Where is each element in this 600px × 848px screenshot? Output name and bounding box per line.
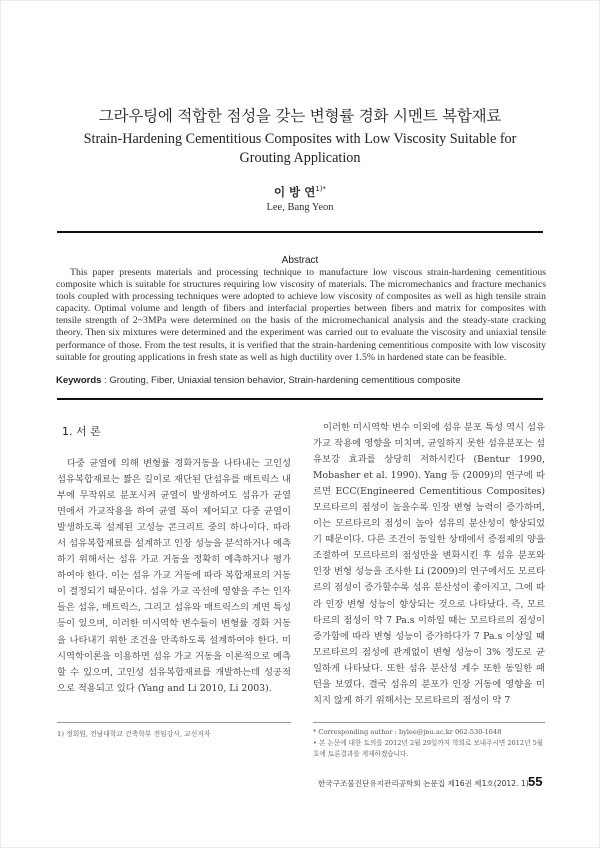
page-number: 55 (528, 774, 543, 789)
body-column-right (313, 420, 545, 709)
title-english: Strain-Hardening Cementitious Composites with Low Viscosity Suitable for Grouting Application (83, 131, 517, 166)
footnote-affiliation: 1) 정회원, 전남대학교 건축학부 전임강사, 교신저자 (57, 730, 211, 738)
section-heading: 1. 서 론 (62, 425, 101, 438)
footnote-corresponding-author: * Corresponding author : bylee@jnu.ac.kr 062-530-1648 (313, 728, 502, 736)
body-paragraph-left: 다중 균열에 의해 변형률 경화거동을 나타내는 고인성 섬유복합재료는 짧은 길이로 재단된 단섬유를 매트릭스 내부에 무작위로 분포시켜 균열이 발생하여도 섬유가 균열 면에서 가교작용을 하여 균열 폭이 제어되고 다중 균열이 발생하도록 설계된 고성능 콘크리트 중의 하나이다. 따라서 섬유복합재료를 설계하고 인장 성능을 분석하거나 예측하기 위해서는 섬유 가교 거동을 정확히 예측하거나 평가하여야 한다. 이는 섬유 가교 거동에 따라 복합재료의 거동이 결정되기 때문이다. 섬유 가교 곡선에 영향을 주는 인자들은 섬유, 매트릭스, 그리고 섬유와 매트릭스의 계면 특성 등이 있으며, 이러한 미시역학 변수들이 변형률 경화 거동을 나타내기 위한 조건을 만족하도록 설계하여야 한다. 미시역학이론을 이용하면 섬유 가교 거동을 이론적으로 예측할 수 있으며, 고인성 섬유복합재료를 개발하는데 성공적으로 적용되고 있다 (Yang and Li 2010, Li 2003). (57, 458, 291, 694)
footnote-rule-right (313, 722, 545, 723)
abstract-text: This paper presents materials and processing technique to manufacture low viscous strain-hardening cementitious composite which is suitable for structures requiring low viscosity of materials. The micromechanics and fracture mechanics tools coupled with processing techniques were adopted to achieve low viscosity of composites as well as high tensile strain capacity. Optimal volume and length of fibers and interfacial properties between fibers and matrix for composites with tensile strength of 2~3MPa were determined on the basis of the micromechanical analysis and the steady-state cracking theory. Then six mixtures were determined and the experiment was carried out to evaluate the viscosity and uniaxial tensile performance of those. From the test results, it is verified that the strain-hardening cementitious composite with low viscosity suitable for grouting applications in fresh state as well as high ductility over 1.5% in hardened state can be feasible. (56, 267, 546, 363)
keywords-label: Keywords (56, 375, 102, 386)
footer-journal-info: 한국구조물진단유지관리공학회 논문집 제16권 제1호(2012. 1) (318, 779, 529, 788)
author-korean (0, 184, 600, 200)
title-korean: 그라우팅에 적합한 점성을 갖는 변형률 경화 시멘트 복합재료 (98, 107, 502, 125)
keywords-text: Grouting, Fiber, Uniaxial tension behavior, Strain-hardening cementitious composite (109, 375, 461, 386)
body-paragraph-right: 이러한 미시역학 변수 이외에 섬유 분포 특성 역시 섬유 가교 작용에 영향을 미치며, 균일하지 못한 섬유분포는 섬유보강 효과를 상당히 저하시킨다 (Bentur 1990, Mobasher et al. 1990). Yang 등 (2009)의 연구에 따르면 ECC(Engineered Cementitious Composites) 모르타르의 점성이 높을수록 인장 변형 능력이 증가하며, 이는 모르타르의 점성이 높아 섬유의 분산성이 향상되었기 때문이다. 다른 조건이 동일한 상태에서 증점제의 양을 조절하여 모르타르의 점성만을 변화시킨 후 섬유 분포와 인장 변형 성능을 조사한 Li (2009)의 연구에서도 모르타르의 점성이 증가할수록 섬유 분산성이 좋아지고, 그에 따라 인장 변형 성능이 향상되는 것으로 나타났다. 즉, 모르타르의 점성이 약 7 Pa.s 이하일 때는 모르타르의 점성이 증가함에 따라 변형 성능이 증가하다가 7 Pa.s 이상일 때 모르타르의 점성에 관계없이 변형 성능이 3% 정도로 균일하게 나타났다. 또한 섬유 분산성 계수 또한 동일한 패턴을 보였다. 결국 섬유의 분포가 인장 거동에 영향을 미치지 않게 하기 위해서는 모르타르의 점성이 약 7 (313, 422, 545, 706)
footnote-right (313, 727, 548, 760)
footnote-rule-left (57, 722, 291, 723)
body-column-left (57, 456, 291, 697)
author-marker: 1)* (315, 185, 327, 193)
author-korean-name: 이 방 연 (273, 185, 316, 199)
abstract-heading: Abstract (281, 255, 319, 266)
abstract-top-rule (57, 231, 543, 233)
keywords-bottom-rule (57, 398, 543, 400)
keywords-separator: : (101, 375, 110, 386)
keywords (56, 375, 546, 386)
author-english: Lee, Bang Yeon (266, 202, 334, 213)
footnote-discussion-notice: • 본 논문에 대한 토의를 2012년 2월 29일까지 학회로 보내주시면 2012년 5월호에 토론결과를 게재하겠습니다. (313, 739, 544, 758)
